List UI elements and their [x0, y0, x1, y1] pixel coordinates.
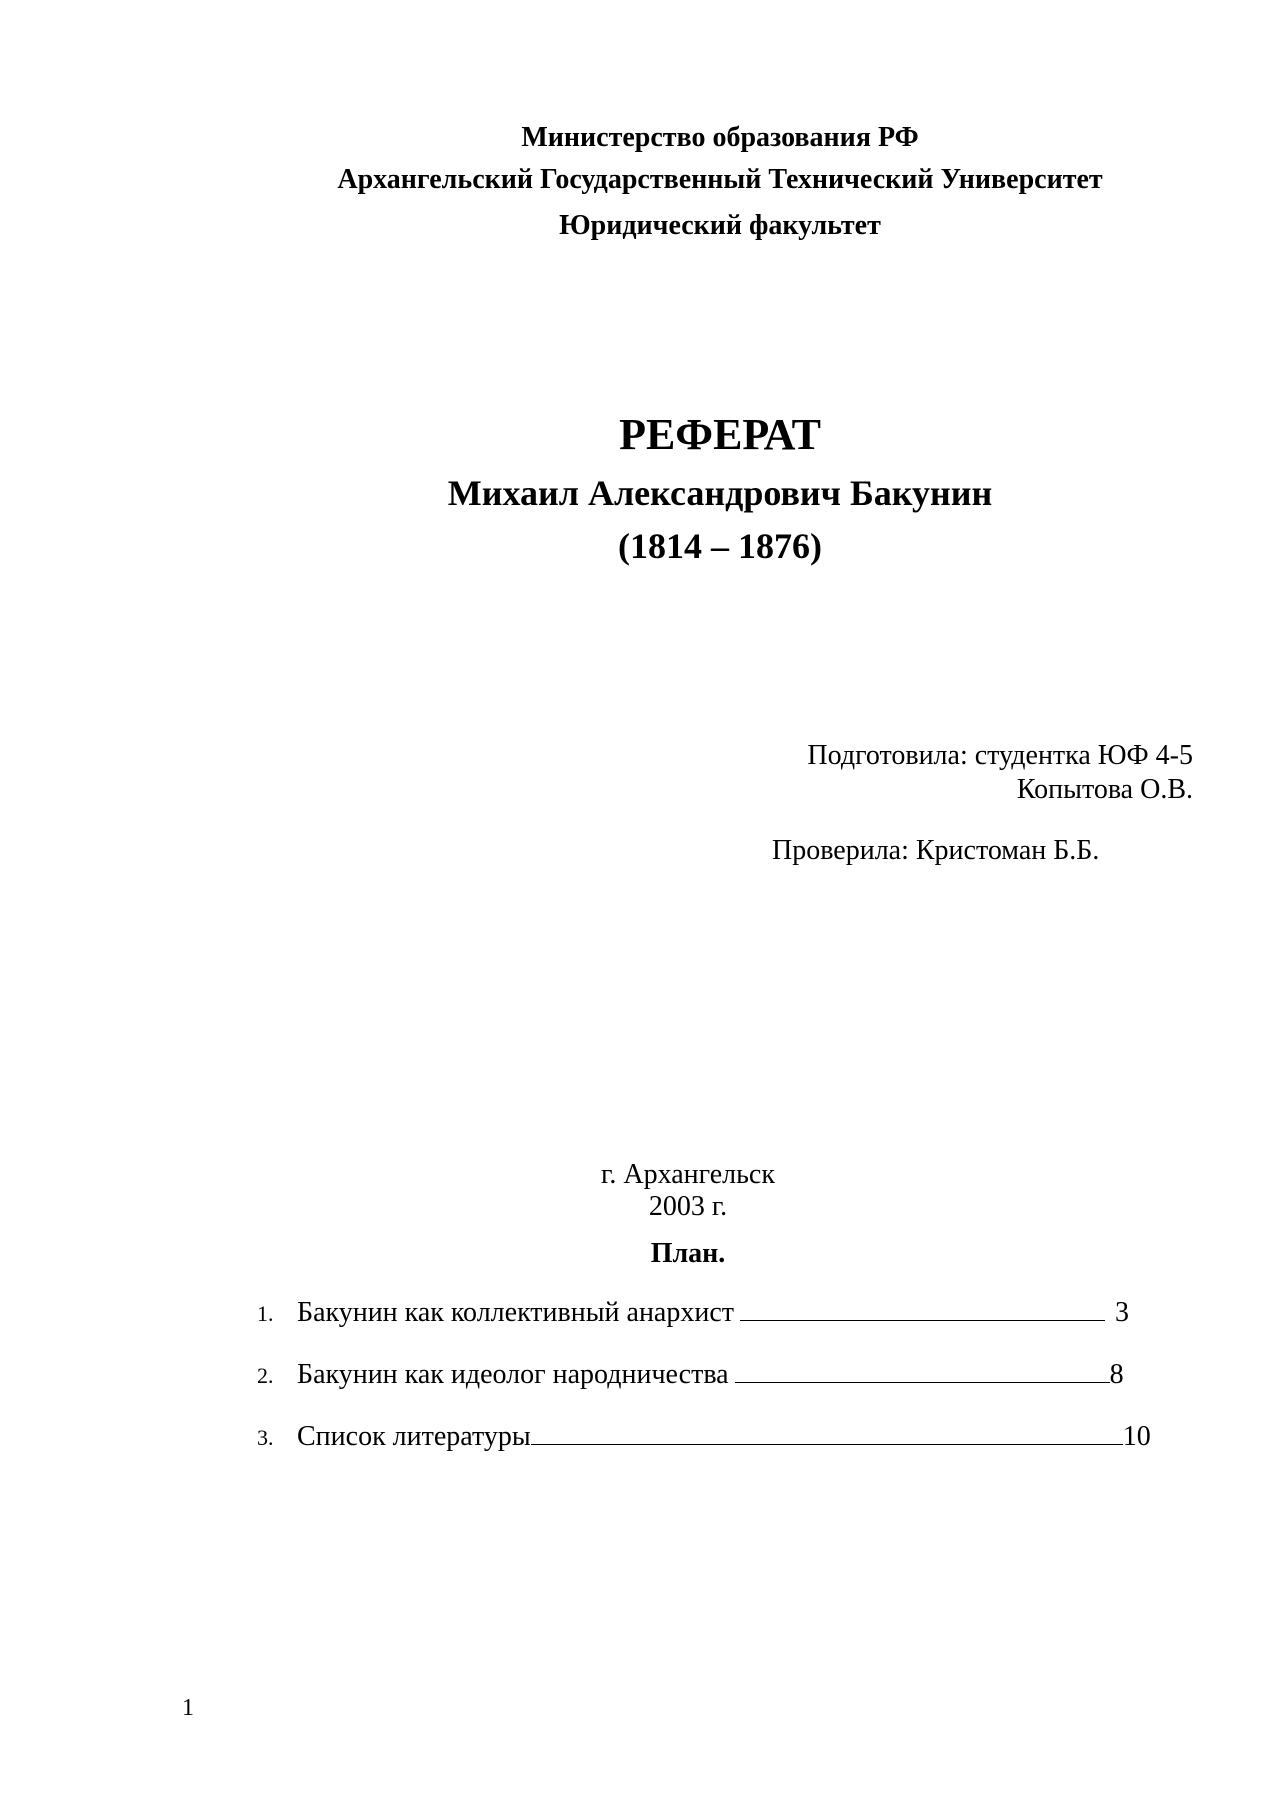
- year-line: 2003 г.: [648, 1191, 728, 1222]
- plan-item: [257, 1358, 1124, 1393]
- plan-item-leader: [735, 1360, 1110, 1383]
- plan-item-leader: [740, 1298, 1105, 1321]
- ministry-line: Министерство образования РФ: [521, 122, 919, 153]
- plan-item-number: 2.: [257, 1363, 274, 1388]
- checked-by-line: Проверила: Кристоман Б.Б.: [772, 835, 1100, 866]
- plan-item-page: 3: [1115, 1297, 1130, 1328]
- plan-item-text: Список литературы: [297, 1421, 531, 1452]
- plan-item: [257, 1420, 1151, 1455]
- plan-item-leader: [531, 1422, 1123, 1445]
- plan-item-text: Бакунин как коллективный анархист: [297, 1297, 735, 1328]
- plan-item-page: 10: [1122, 1421, 1151, 1452]
- student-name: Копытова О.В.: [1016, 774, 1193, 805]
- subject-years: (1814 – 1876): [618, 526, 822, 566]
- plan-item: [257, 1296, 1129, 1331]
- faculty-line: Юридический факультет: [559, 210, 881, 241]
- plan-item-page: 8: [1109, 1359, 1124, 1390]
- subject-name: Михаил Александрович Бакунин: [447, 473, 993, 513]
- document-title: РЕФЕРАТ: [619, 410, 821, 459]
- plan-item-number: 3.: [257, 1425, 274, 1450]
- prepared-by-line: Подготовила: студентка ЮФ 4-5: [807, 740, 1193, 771]
- page-number: 1: [182, 1695, 194, 1721]
- plan-item-text: Бакунин как идеолог народничества: [297, 1359, 729, 1390]
- plan-item-number: 1.: [257, 1301, 274, 1326]
- university-line: Архангельский Государственный Технический Университет: [337, 164, 1103, 195]
- city-line: г. Архангельск: [601, 1159, 775, 1190]
- plan-heading: План.: [650, 1238, 726, 1269]
